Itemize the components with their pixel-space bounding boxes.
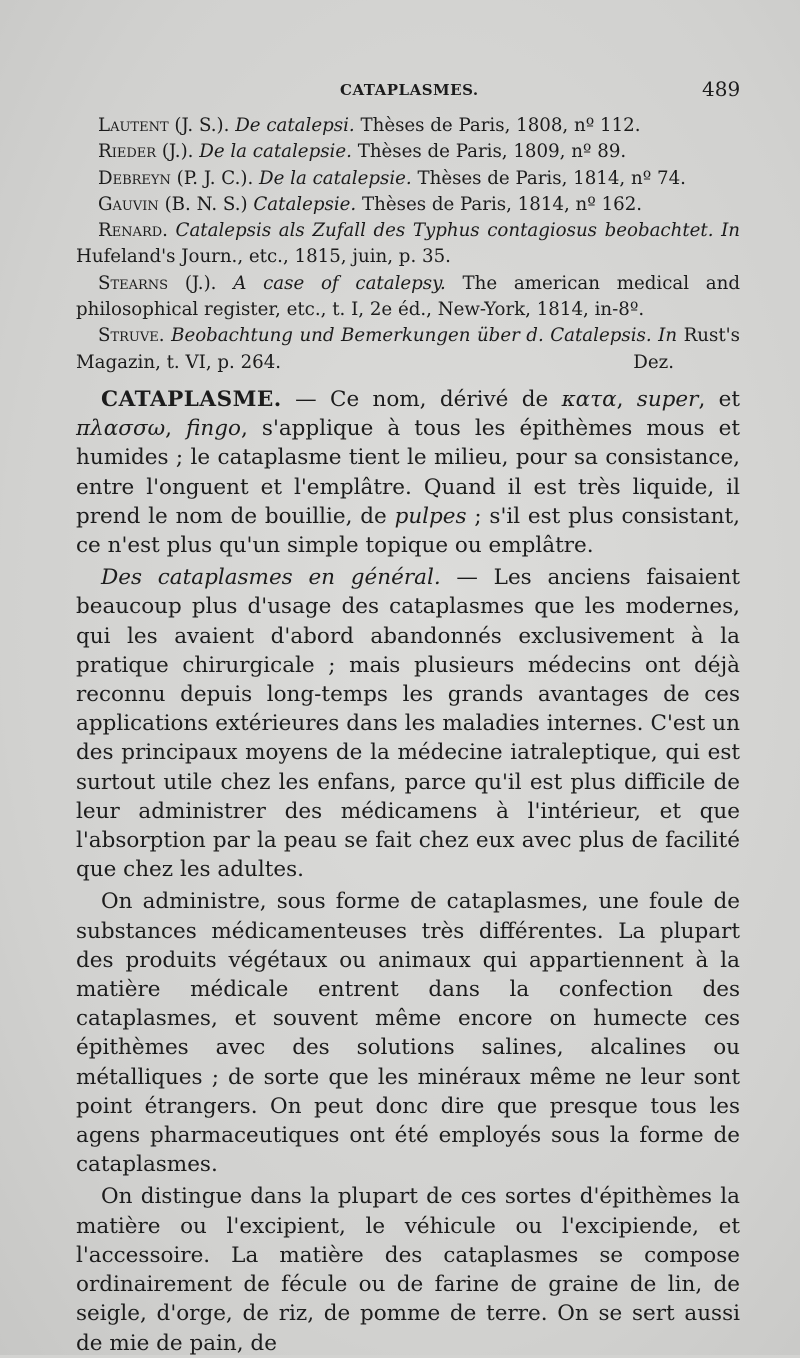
- bib-initials: [168, 220, 176, 241]
- bib-title: Catalepsis als Zufall des Typhus contagiosus beobachtet. In: [175, 220, 740, 242]
- bibliography-entry: [76, 218, 740, 271]
- italic-term: pulpes: [394, 503, 467, 529]
- bib-details: Hufeland's Journ., etc., 1815, juin, p. 35.: [76, 246, 451, 268]
- bibliography: [76, 113, 740, 376]
- bib-initials: (J. S.).: [168, 115, 236, 136]
- bib-title: De la catalepsie.: [199, 141, 352, 163]
- article-paragraph: On distingue dans la plupart de ces sortes d'épithèmes la matière ou l'excipient, le véhicule ou l'excipiende, et l'accessoire. La matière des cataplasmes se compose ordinairement de fécule ou de farine de graine de lin, de seigle, d'orge, de riz, de pomme de terre. On se sert aussi de mie de pain, de: [76, 1184, 740, 1356]
- bib-details: The american medical and philosophical register, etc., t. I, 2e éd., New-York, 1814, in-8º.: [76, 272, 740, 321]
- article-paragraph: On administre, sous forme de cataplasmes, une foule de substances médicamenteuses très différentes. La plupart des produits végétaux ou animaux qui appartiennent à la matière médicale entrent dans la confection des cataplasmes, et souvent même encore on humecte ces épithèmes avec des solutions salines, alcalines ou métalliques ; de sorte que les minéraux même ne leur sont point étrangers. On peut donc dire que presque tous les agens pharmaceutiques ont été employés sous la forme de cataplasmes.: [76, 889, 740, 1178]
- bib-initials: (P. J. C.).: [170, 167, 260, 189]
- bib-initials: (B. N. S.): [158, 193, 254, 215]
- bibliography-entry: [76, 271, 740, 324]
- conjunction-text: , et: [698, 387, 740, 412]
- intro-text: , s'applique à tous les épithèmes mous et humides ; le cataplasme tient le milieu, pour sa consistance, entre l'onguent et l'emplâtre. Quand il est très liquide, il prend le nom de bouillie, de: [76, 416, 740, 529]
- latin-word: super: [636, 387, 699, 412]
- bibliography-entry: [76, 192, 740, 218]
- latin-word: fingo: [186, 416, 241, 442]
- bib-title: De la catalepsie.: [259, 167, 412, 189]
- article-paragraph: [76, 563, 740, 884]
- bib-author: Debreyn: [98, 167, 171, 189]
- bib-title: Catalepsie.: [253, 193, 357, 215]
- bibliography-entry: [76, 323, 740, 376]
- article-paragraph-intro: [76, 385, 740, 560]
- running-title: CATAPLASMES.: [340, 81, 479, 99]
- author-signature: Dez.: [633, 351, 674, 373]
- punctuation: ,: [165, 416, 187, 442]
- paragraph-text: — Les anciens faisaient beaucoup plus d'usage des cataplasmes que les modernes, qui les avaient d'abord abandonnés exclusivement à la pratique chirurgicale ; mais plusieurs médecins ont déjà reconnu depuis long-temps les grands avantages de ces applications extérieures dans les maladies internes. C'est un des principaux moyens de la médecine iatraleptique, qui est surtout utile chez les enfans, parce qu'il est plus difficile de leur administrer des médicamens à l'intérieur, et que l'absorption par la peau se fait chez eux avec plus de facilité que chez les adultes.: [76, 565, 740, 883]
- bib-author: Stearns: [98, 272, 169, 294]
- bib-details: Thèses de Paris, 1809, nº 89.: [351, 141, 627, 163]
- bib-title: A case of catalepsy.: [233, 272, 446, 294]
- intro-text: ; s'il est plus consistant, ce n'est plus qu'un simple topique ou emplâtre.: [76, 503, 740, 559]
- bib-initials: (J.).: [156, 141, 200, 163]
- page-number: 489: [702, 77, 741, 101]
- bib-author: Struve.: [98, 325, 165, 347]
- intro-text: — Ce nom, dérivé de: [281, 387, 562, 412]
- bib-author: Gauvin: [98, 193, 159, 215]
- page-header: [0, 79, 800, 107]
- bibliography-entry: [76, 113, 740, 139]
- bib-details: Thèses de Paris, 1808, nº 112.: [354, 115, 641, 136]
- bib-author: Renard.: [98, 220, 168, 242]
- punctuation: ,: [616, 387, 637, 412]
- section-heading: Des cataplasmes en général.: [101, 565, 441, 591]
- greek-word: κατα: [561, 387, 617, 412]
- bibliography-entry: [76, 166, 740, 192]
- headword: CATAPLASME.: [101, 387, 282, 412]
- bib-details: Rust's Magazin, t. VI, p. 264.: [76, 325, 740, 373]
- bib-title: De catalepsi.: [235, 115, 355, 136]
- bib-author: Lautent: [98, 115, 169, 136]
- article-body: [76, 385, 740, 1358]
- bib-initials: (J.).: [168, 272, 234, 294]
- bib-title: Beobachtung und Bemerkungen über d. Catalepsis. In: [171, 325, 678, 347]
- bib-details: Thèses de Paris, 1814, nº 162.: [356, 193, 643, 215]
- bib-details: Thèses de Paris, 1814, nº 74.: [411, 167, 686, 189]
- bibliography-entry: [76, 139, 740, 165]
- bib-author: Rieder: [98, 141, 157, 163]
- greek-word: πλασσω: [76, 416, 166, 442]
